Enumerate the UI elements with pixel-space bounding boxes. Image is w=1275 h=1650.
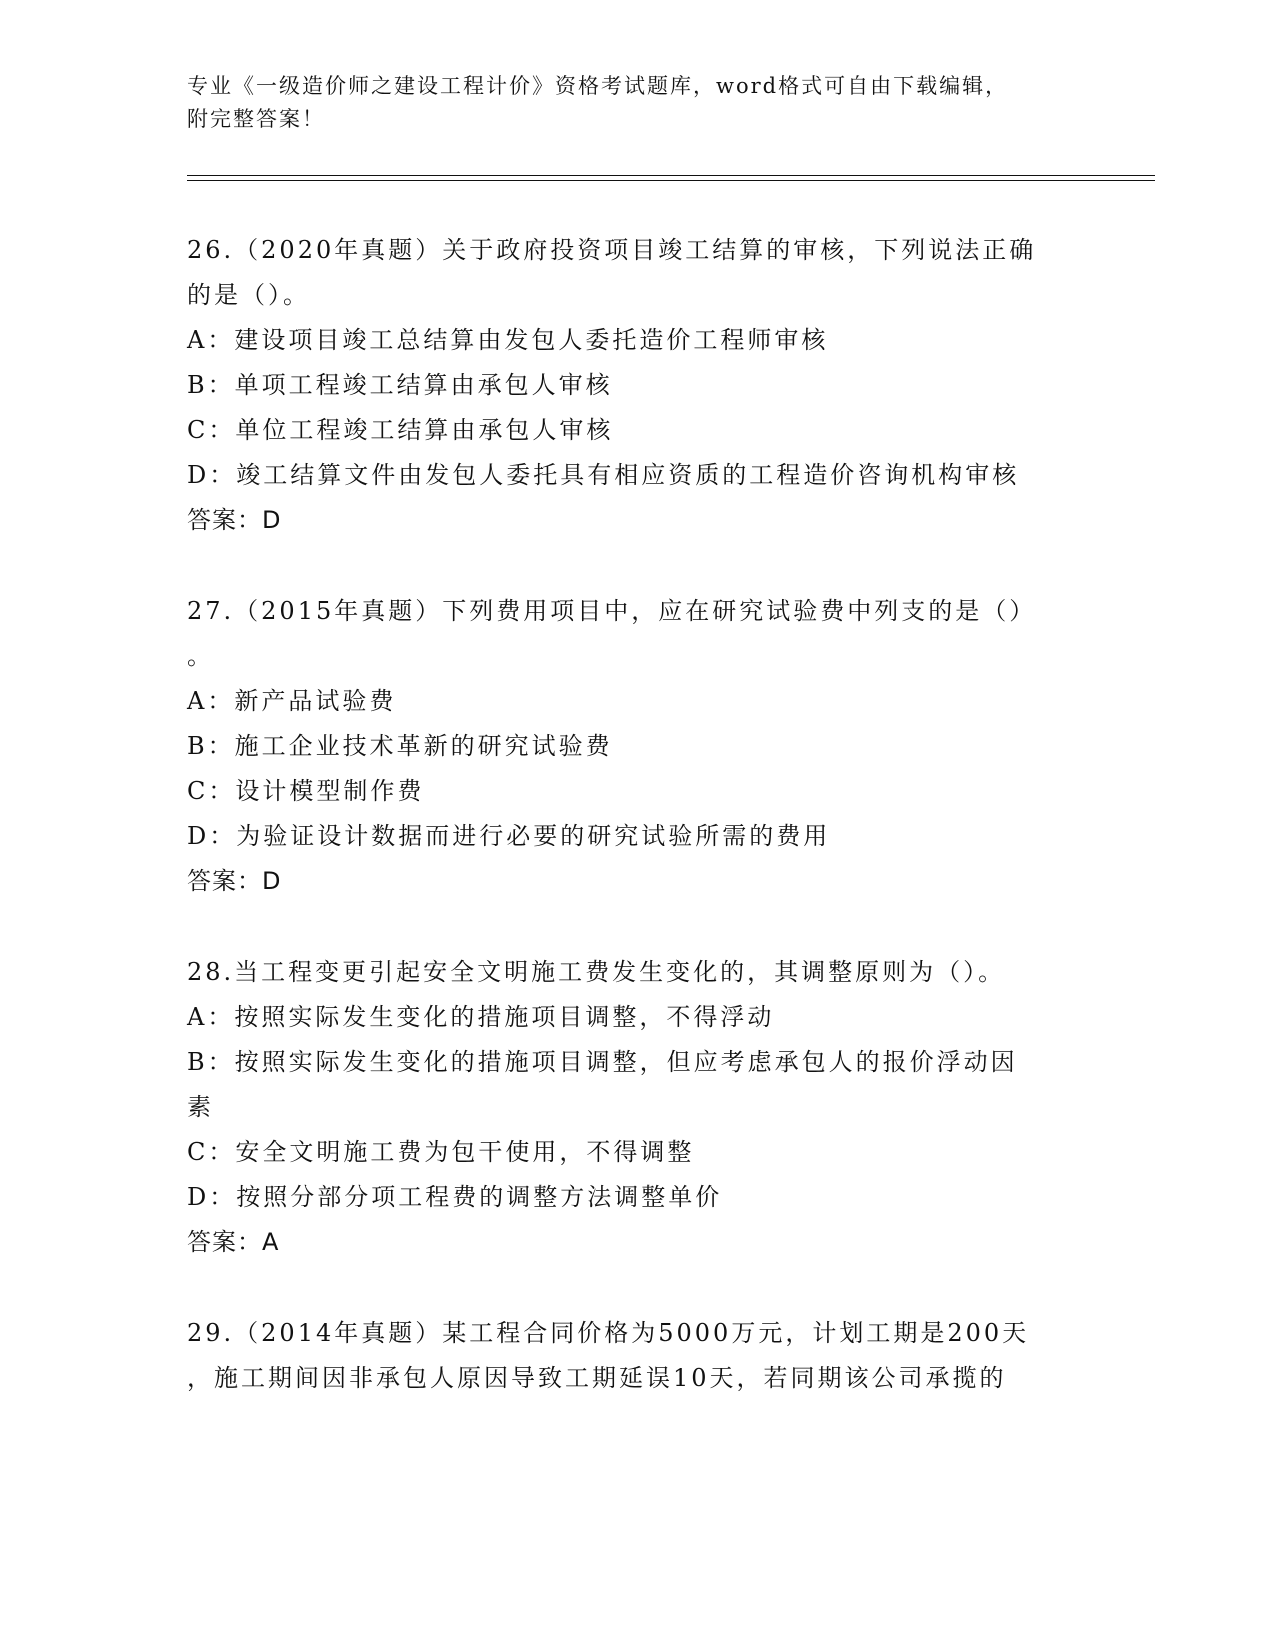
- question-26: [187, 228, 1087, 543]
- option-b: B：按照实际发生变化的措施项目调整，但应考虑承包人的报价浮动因: [187, 1048, 1018, 1076]
- question-stem: 28.当工程变更引起安全文明施工费发生变化的，其调整原则为（）。: [187, 958, 1006, 986]
- option-c: C：单位工程竣工结算由承包人审核: [187, 416, 614, 444]
- header-line: 专业《一级造价师之建设工程计价》资格考试题库，word格式可自由下载编辑，: [187, 74, 1009, 98]
- option-d: D：按照分部分项工程费的调整方法调整单价: [187, 1183, 723, 1211]
- question-27: [187, 589, 1087, 904]
- option-c: C：安全文明施工费为包干使用，不得调整: [187, 1138, 695, 1166]
- question-stem: 29.（2014年真题）某工程合同价格为5000万元，计划工期是200天: [187, 1319, 1030, 1347]
- question-stem: ，施工期间因非承包人原因导致工期延误10天，若同期该公司承揽的: [187, 1364, 1007, 1392]
- question-29: [187, 1311, 1087, 1401]
- option-a: A：建设项目竣工总结算由发包人委托造价工程师审核: [187, 326, 829, 354]
- option-d: D：竣工结算文件由发包人委托具有相应资质的工程造价咨询机构审核: [187, 461, 1020, 489]
- answer: 答案：A: [187, 1228, 280, 1256]
- question-list: [187, 228, 1087, 1447]
- question-stem: 。: [187, 642, 214, 670]
- option-c: C：设计模型制作费: [187, 777, 425, 805]
- question-stem: 的是（）。: [187, 281, 310, 309]
- header-line: 附完整答案！: [187, 107, 325, 131]
- option-b: B：施工企业技术革新的研究试验费: [187, 732, 613, 760]
- answer: 答案：D: [187, 867, 282, 895]
- option-d: D：为验证设计数据而进行必要的研究试验所需的费用: [187, 822, 831, 850]
- question-28: [187, 950, 1087, 1265]
- option-b: B：单项工程竣工结算由承包人审核: [187, 371, 613, 399]
- header-divider: [187, 180, 1155, 181]
- header-divider: [187, 175, 1155, 176]
- document-header: [187, 70, 1067, 136]
- question-stem: 27.（2015年真题）下列费用项目中，应在研究试验费中列支的是（）: [187, 597, 1037, 625]
- option-a: A：按照实际发生变化的措施项目调整，不得浮动: [187, 1003, 775, 1031]
- option-a: A：新产品试验费: [187, 687, 397, 715]
- question-stem: 26.（2020年真题）关于政府投资项目竣工结算的审核，下列说法正确: [187, 236, 1037, 264]
- option-b-continued: 素: [187, 1093, 214, 1121]
- answer: 答案：D: [187, 506, 282, 534]
